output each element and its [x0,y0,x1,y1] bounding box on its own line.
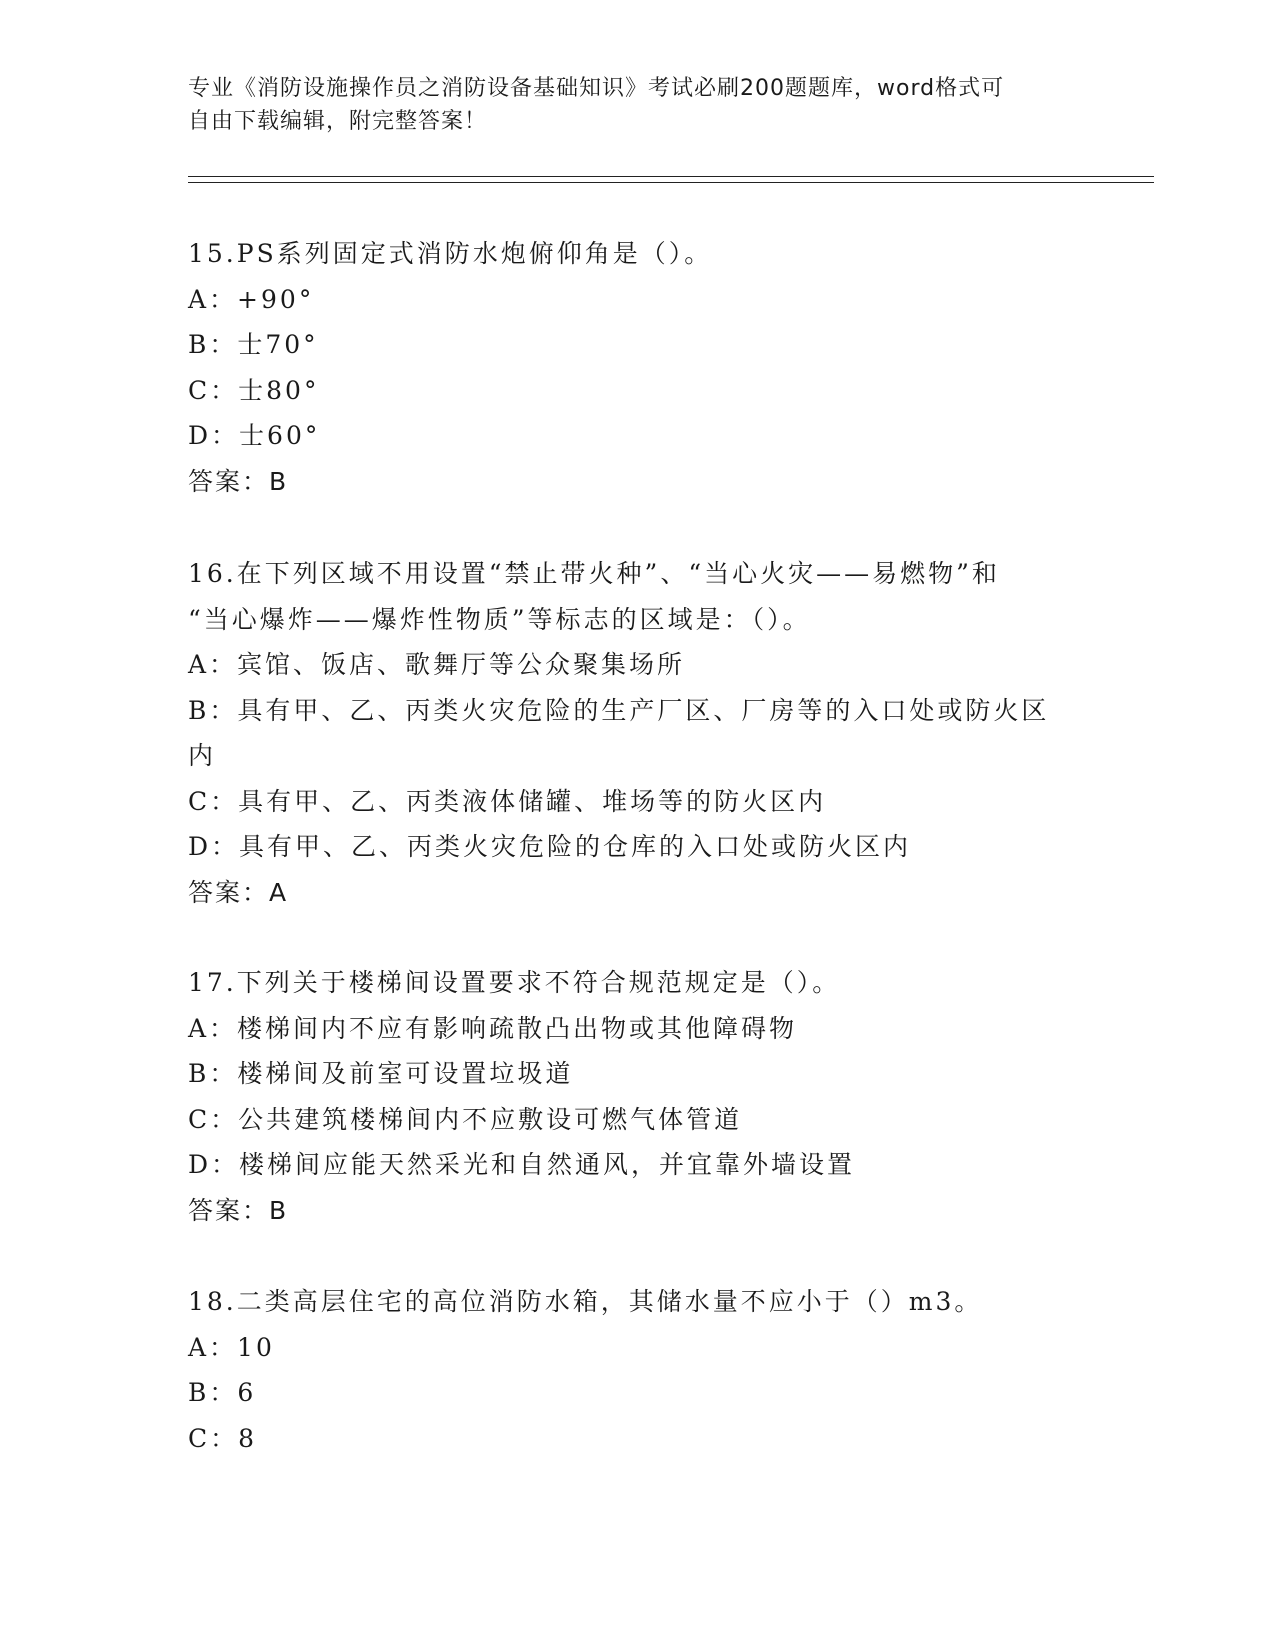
header-line-1: 专业《消防设施操作员之消防设备基础知识》考试必刷200题题库，word格式可 [188,76,1005,101]
option-d: D：楼梯间应能天然采光和自然通风，并宜靠外墙设置 [188,1150,856,1179]
header-rule-bottom [188,182,1154,183]
option-d: D：士60° [188,421,321,450]
header-line-2: 自由下载编辑，附完整答案！ [188,109,488,134]
option-a: A：+90° [188,284,315,314]
option-b-continued: 内 [188,741,217,770]
answer-label: 答案：A [188,877,289,907]
option-b: B：具有甲、乙、丙类火灾危险的生产厂区、厂房等的入口处或防火区 [188,695,1050,725]
document-header [188,72,1088,138]
option-b: B：楼梯间及前室可设置垃圾道 [188,1059,574,1088]
question-stem: 15.PS系列固定式消防水炮俯仰角是（）。 [188,239,713,268]
answer-label: 答案：B [188,466,289,496]
option-c: C：公共建筑楼梯间内不应敷设可燃气体管道 [188,1104,743,1134]
option-b: B：士70° [188,330,319,359]
question-17 [188,960,1088,1233]
option-a: A：宾馆、饭店、歌舞厅等公众聚集场所 [188,650,686,679]
question-stem-line-1: 16.在下列区域不用设置“禁止带火种”、“当心火灾——易燃物”和 [188,559,1000,588]
question-stem-line-2: “当心爆炸——爆炸性物质”等标志的区域是：（）。 [188,604,811,634]
question-stem: 17.下列关于楼梯间设置要求不符合规范规定是（）。 [188,968,841,997]
option-d: D：具有甲、乙、丙类火灾危险的仓库的入口处或防火区内 [188,832,912,861]
option-c: C：具有甲、乙、丙类液体储罐、堆场等的防火区内 [188,786,827,816]
option-b: B：6 [188,1378,257,1407]
question-stem: 18.二类高层住宅的高位消防水箱，其储水量不应小于（）m3。 [188,1287,983,1316]
option-a: A：楼梯间内不应有影响疏散凸出物或其他障碍物 [188,1013,798,1043]
header-rule-top [188,176,1154,177]
option-a: A：10 [188,1332,275,1362]
question-18 [188,1279,1088,1461]
question-16 [188,551,1088,915]
option-c: C：8 [188,1423,258,1453]
question-15 [188,231,1088,504]
option-c: C：士80° [188,375,320,405]
answer-label: 答案：B [188,1195,289,1225]
